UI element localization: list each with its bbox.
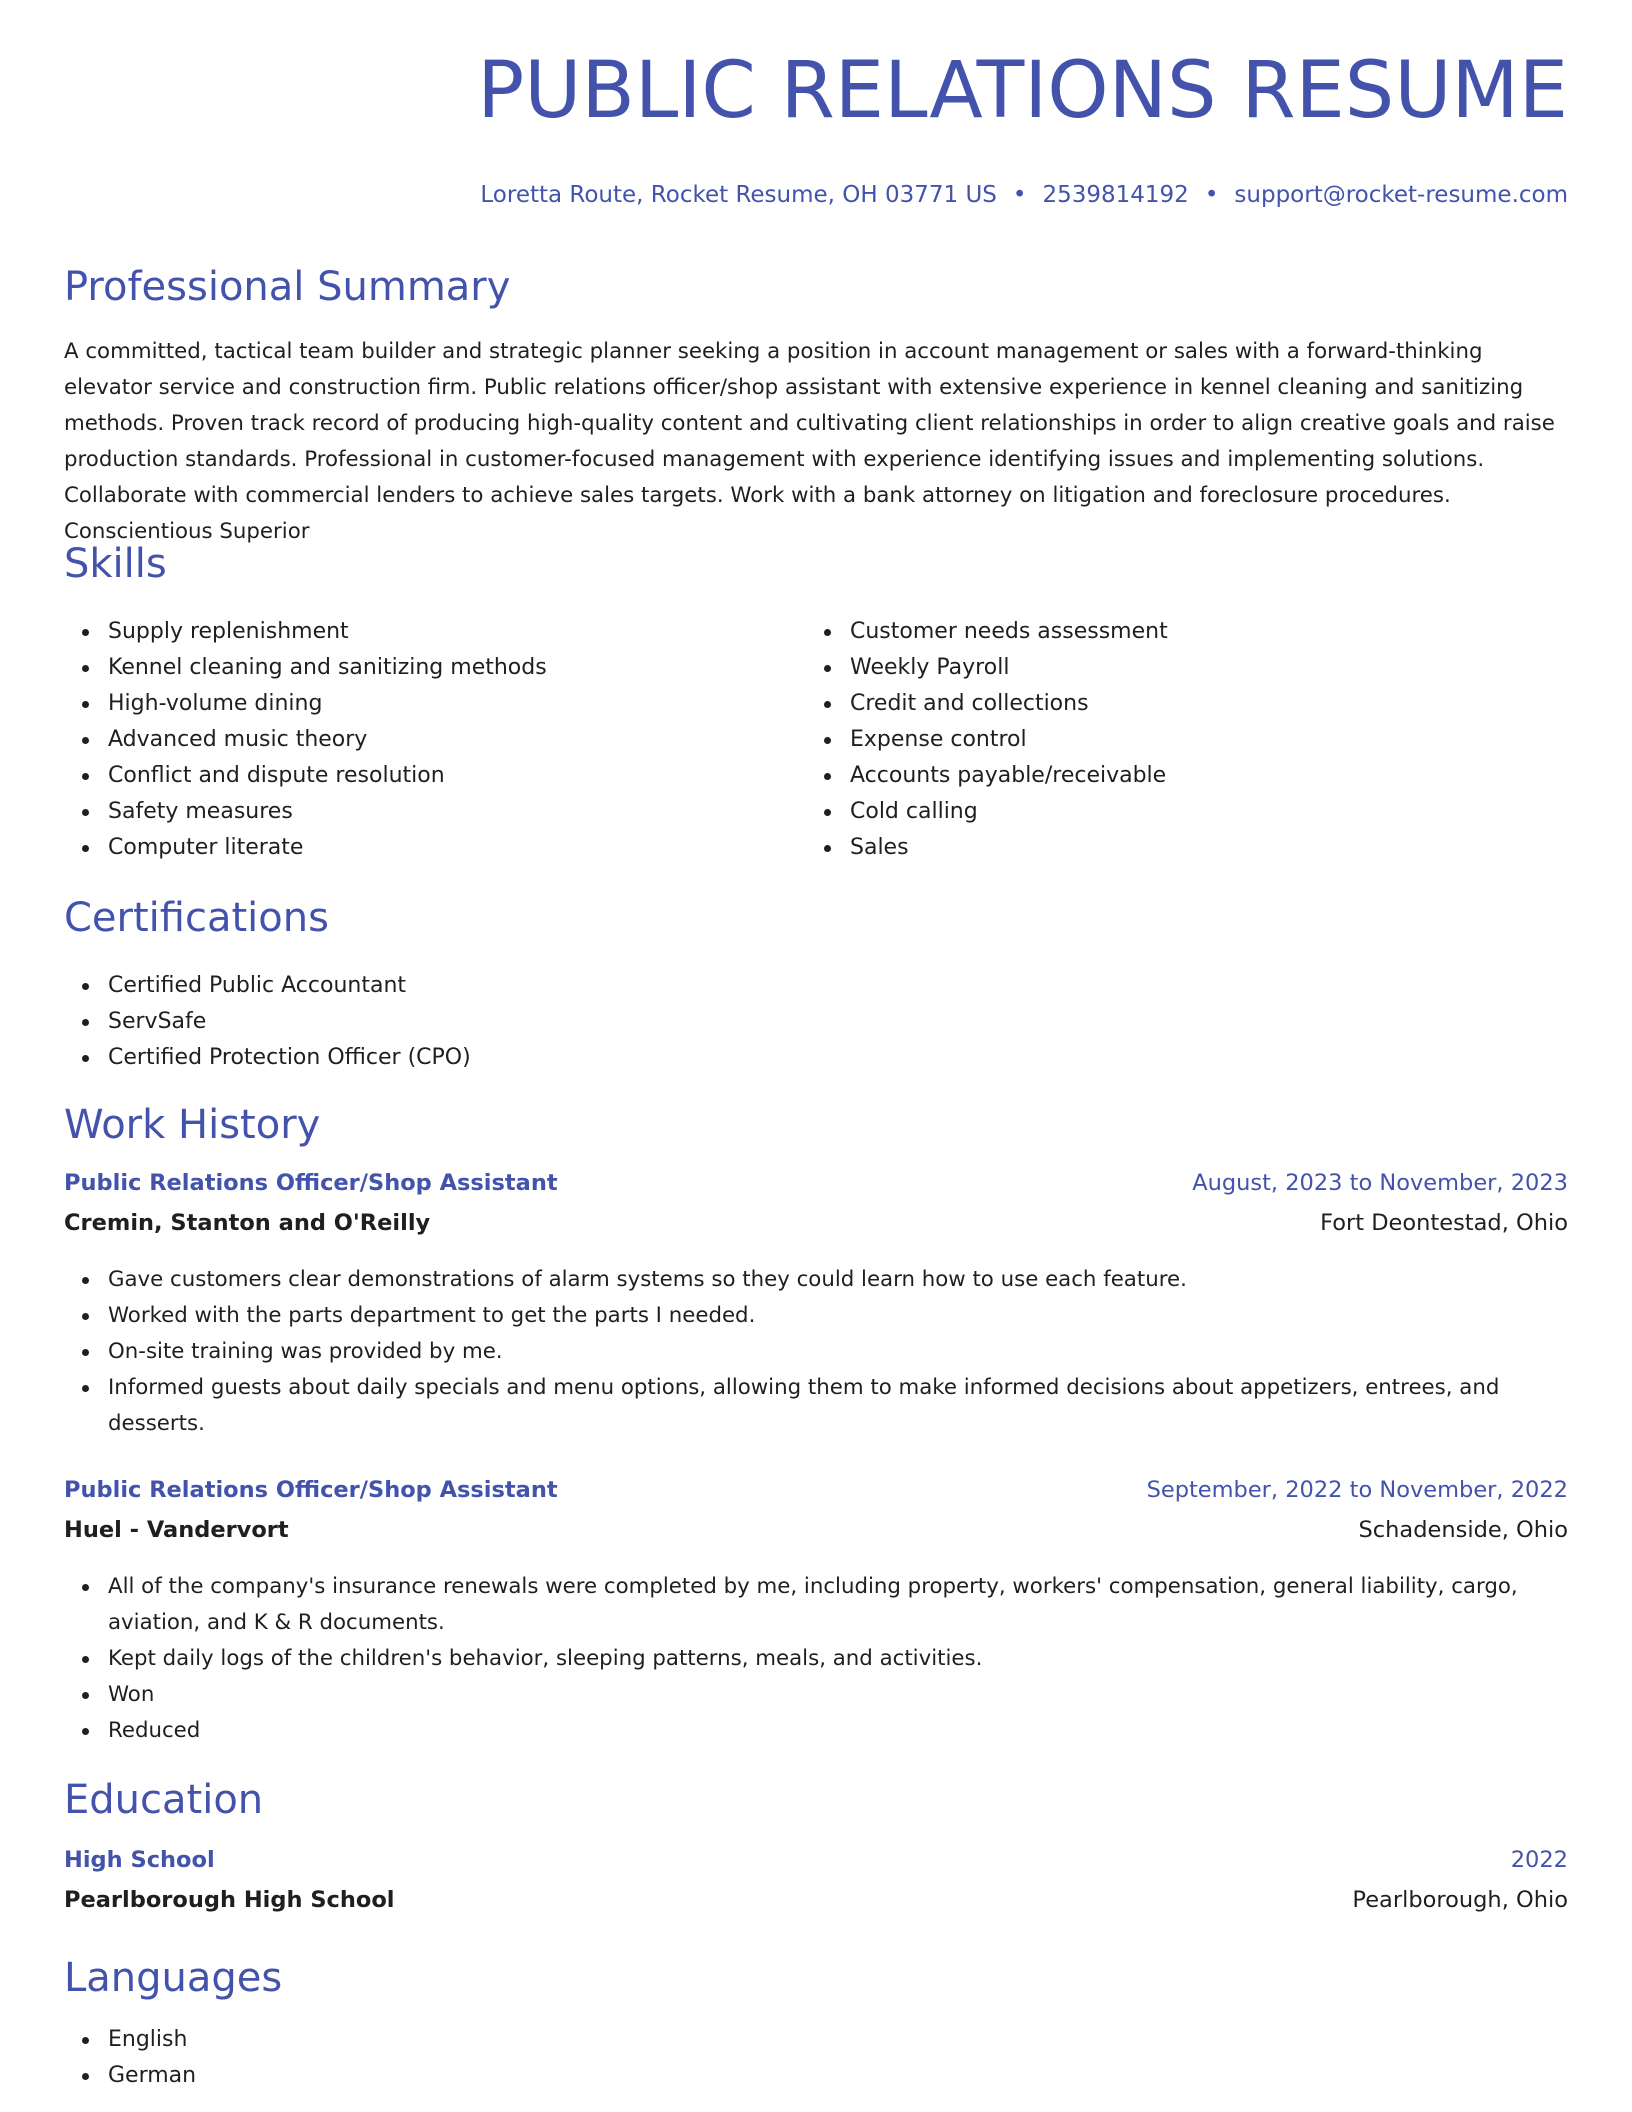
skill-item: Computer literate xyxy=(64,830,764,866)
education-location: Pearlborough, Ohio xyxy=(1352,1887,1568,1913)
contact-address: Loretta Route, Rocket Resume, OH 03771 US xyxy=(480,182,997,208)
certifications-list xyxy=(64,968,1568,1076)
section-heading-work-history: Work History xyxy=(64,1102,321,1148)
skill-item: Cold calling xyxy=(806,794,1506,830)
language-item: German xyxy=(64,2058,1568,2094)
section-heading-languages: Languages xyxy=(64,1955,283,2001)
languages-list xyxy=(64,2022,1568,2094)
education-year: 2022 xyxy=(1510,1847,1568,1873)
skill-item: Kennel cleaning and sanitizing methods xyxy=(64,650,764,686)
job-company: Cremin, Stanton and O'Reilly xyxy=(64,1210,431,1236)
education-degree: High School xyxy=(64,1847,215,1873)
job-entry xyxy=(64,1170,1568,1442)
contact-phone: 2539814192 xyxy=(1042,182,1189,208)
skill-item: Expense control xyxy=(806,722,1506,758)
skill-item: Advanced music theory xyxy=(64,722,764,758)
job-bullet: Reduced xyxy=(64,1713,1568,1749)
job-bullet: Gave customers clear demonstrations of alarm systems so they could learn how to use each feature. xyxy=(64,1262,1568,1298)
certification-item: Certified Public Accountant xyxy=(64,968,1568,1004)
skill-item: Customer needs assessment xyxy=(806,614,1506,650)
job-dates: September, 2022 to November, 2022 xyxy=(1146,1477,1568,1503)
resume-title: PUBLIC RELATIONS RESUME xyxy=(477,46,1568,136)
skills-column-right xyxy=(806,614,1506,866)
contact-separator: • xyxy=(1012,182,1027,208)
job-dates: August, 2023 to November, 2023 xyxy=(1192,1170,1568,1196)
education-entry xyxy=(64,1847,1568,1927)
contact-line xyxy=(480,182,1568,208)
job-bullet: Informed guests about daily specials and menu options, allowing them to make informed decisions about appetizers, entrees, and desserts. xyxy=(64,1370,1568,1442)
skill-item: Conflict and dispute resolution xyxy=(64,758,764,794)
skill-item: Credit and collections xyxy=(806,686,1506,722)
skills-column-left xyxy=(64,614,764,866)
job-bullet: Kept daily logs of the children's behavior, sleeping patterns, meals, and activities. xyxy=(64,1641,1568,1677)
skill-item: Accounts payable/receivable xyxy=(806,758,1506,794)
language-item: English xyxy=(64,2022,1568,2058)
certification-item: ServSafe xyxy=(64,1004,1568,1040)
job-bullet: On-site training was provided by me. xyxy=(64,1334,1568,1370)
job-bullet: Won xyxy=(64,1677,1568,1713)
certification-item: Certified Protection Officer (CPO) xyxy=(64,1040,1568,1076)
summary-text: A committed, tactical team builder and strategic planner seeking a position in account management or sales with a forward-thinking elevator service and construction firm. Public relations officer/shop assistant with extensive experience in kennel cleaning and sanitizing methods. Proven track record of producing high-quality content and cultivating client relationships in order to align creative goals and raise production standards. Professional in customer-focused management with experience identifying issues and implementing solutions. Collaborate with commercial lenders to achieve sales targets. Work with a bank attorney on litigation and foreclosure procedures. Conscientious Superior xyxy=(64,339,1555,544)
job-entry xyxy=(64,1477,1568,1749)
section-heading-summary: Professional Summary xyxy=(64,264,511,310)
contact-separator: • xyxy=(1204,182,1219,208)
job-title: Public Relations Officer/Shop Assistant xyxy=(64,1477,558,1503)
skill-item: Supply replenishment xyxy=(64,614,764,650)
education-school: Pearlborough High School xyxy=(64,1887,395,1913)
job-location: Schadenside, Ohio xyxy=(1358,1517,1568,1543)
skill-item: Weekly Payroll xyxy=(806,650,1506,686)
contact-email: support@rocket-resume.com xyxy=(1234,182,1568,208)
section-heading-skills: Skills xyxy=(64,541,167,587)
job-company: Huel - Vandervort xyxy=(64,1517,289,1543)
skill-item: High-volume dining xyxy=(64,686,764,722)
job-bullet: Worked with the parts department to get the parts I needed. xyxy=(64,1298,1568,1334)
job-location: Fort Deontestad, Ohio xyxy=(1320,1210,1568,1236)
section-heading-certifications: Certifications xyxy=(64,895,329,941)
job-bullet: All of the company's insurance renewals were completed by me, including property, workers' compensation, general liability, cargo, aviation, and K & R documents. xyxy=(64,1569,1568,1641)
skill-item: Safety measures xyxy=(64,794,764,830)
skill-item: Sales xyxy=(806,830,1506,866)
job-title: Public Relations Officer/Shop Assistant xyxy=(64,1170,558,1196)
section-heading-education: Education xyxy=(64,1777,264,1823)
